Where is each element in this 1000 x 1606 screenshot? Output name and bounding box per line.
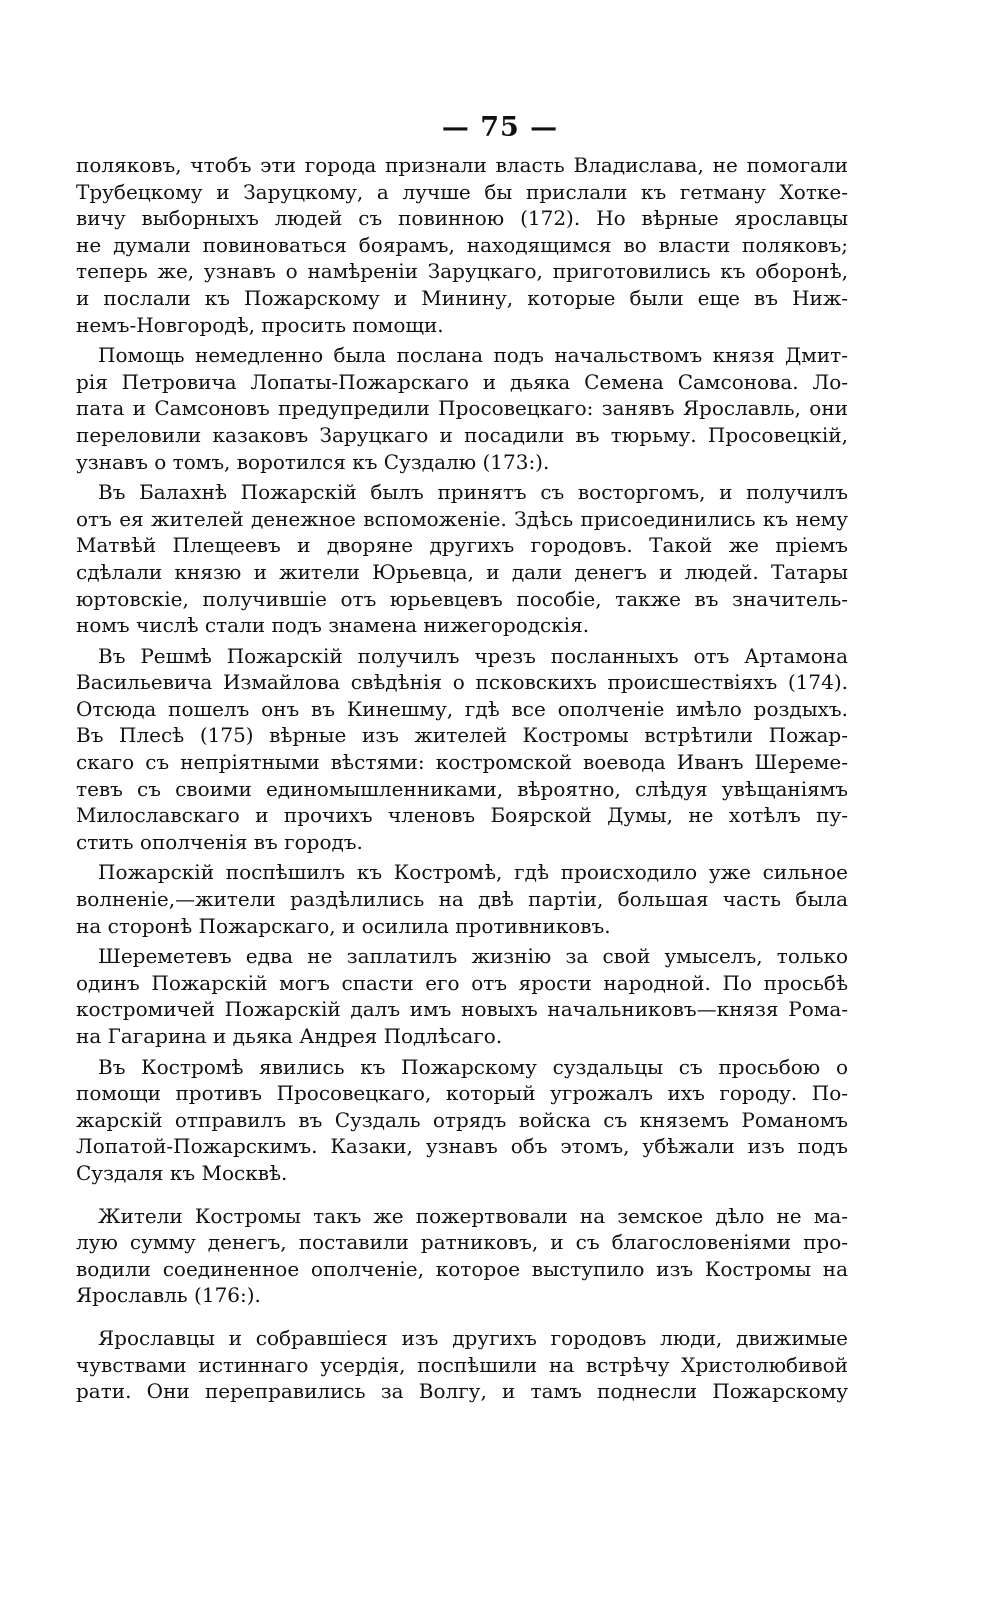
text-line: пата и Самсоновъ предупредили Просовецкаго: занявъ Ярославль, они — [76, 396, 848, 421]
text-line: переловили казаковъ Заруцкаго и посадили въ тюрьму. Просовецкій, — [76, 422, 848, 447]
text-line: вичу выборныхъ людей съ повинною (172). Но вѣрные ярославцы — [76, 206, 848, 231]
body-text — [76, 152, 848, 1405]
text-line: Помощь немедленно была послана подъ начальствомъ князя Дмит- — [98, 343, 848, 368]
text-line: одинъ Пожарскій могъ спасти его отъ ярости народной. По просьбѣ — [76, 970, 848, 995]
text-line: чувствами истиннаго усердія, поспѣшили на встрѣчу Христолюбивой — [76, 1352, 848, 1377]
text-line: теперь же, узнавъ о намѣреніи Заруцкаго, приготовились къ оборонѣ, — [76, 259, 848, 284]
text-line: Ярославль (176:). — [76, 1283, 261, 1308]
paragraph-spacer — [76, 1309, 848, 1325]
text-line: Лопатой-Пожарскимъ. Казаки, узнавъ объ этомъ, убѣжали изъ подъ — [76, 1134, 848, 1159]
paragraph — [76, 1203, 848, 1309]
text-line: Отсюда пошелъ онъ въ Кинешму, гдѣ все ополченіе имѣло роздыхъ. — [76, 696, 848, 721]
text-line: волненіе,—жители раздѣлились на двѣ партіи, большая часть была — [76, 887, 848, 912]
text-line: на сторонѣ Пожарскаго, и осилила противниковъ. — [76, 913, 611, 938]
text-line: Въ Костромѣ явились къ Пожарскому суздальцы съ просьбою о — [98, 1054, 848, 1079]
text-line: поляковъ, чтобъ эти города признали власть Владислава, не помогали — [76, 153, 848, 177]
text-line: номъ числѣ стали подъ знамена нижегородскія. — [76, 613, 590, 638]
text-line: Въ Плесѣ (175) вѣрные изъ жителей Костромы встрѣтили Пожар- — [76, 723, 848, 748]
page-number: — 75 — — [441, 112, 559, 143]
paragraph — [76, 943, 848, 1049]
text-line: помощи противъ Просовецкаго, который угрожалъ ихъ городу. По- — [76, 1081, 848, 1106]
text-line: водили соединенное ополченіе, которое выступило изъ Костромы на — [76, 1256, 848, 1281]
text-line: на Гагарина и дьяка Андрея Подлѣсаго. — [76, 1024, 503, 1048]
paragraph — [76, 859, 848, 939]
text-line: Въ Решмѣ Пожарскій получилъ чрезъ посланныхъ отъ Артамона — [98, 643, 848, 668]
paragraph-spacer — [76, 1187, 848, 1203]
text-line: тевъ съ своими единомышленниками, вѣроятно, слѣдуя увѣщаніямъ — [76, 776, 848, 801]
text-line: Пожарскій поспѣшилъ къ Костромѣ, гдѣ происходило уже сильное — [98, 860, 848, 885]
text-line: лую сумму денегъ, поставили ратниковъ, и съ благословеніями про- — [76, 1230, 848, 1255]
text-line: Жители Костромы такъ же пожертвовали на земское дѣло не ма- — [98, 1203, 848, 1228]
text-line: узнавъ о томъ, воротился къ Суздалю (173:). — [76, 449, 550, 474]
text-line: немъ-Новгородѣ, просить помощи. — [76, 312, 444, 337]
paragraph — [76, 643, 848, 856]
paragraph — [76, 152, 848, 338]
text-line: юртовскіе, получившіе отъ юрьевцевъ пособіе, также въ значитель- — [76, 586, 848, 611]
text-line: Трубецкому и Заруцкому, а лучше бы прислали къ гетману Хотке- — [76, 179, 848, 204]
text-line: не думали повиноваться боярамъ, находящимся во власти поляковъ; — [76, 232, 848, 257]
text-line: Милославскаго и прочихъ членовъ Боярской Думы, не хотѣлъ пу- — [76, 803, 848, 828]
text-line: Въ Балахнѣ Пожарскій былъ принятъ съ восторгомъ, и получилъ — [98, 480, 848, 505]
text-line: Матвѣй Плещеевъ и дворяне другихъ городовъ. Такой же пріемъ — [76, 533, 848, 558]
text-line: Суздаля къ Москвѣ. — [76, 1160, 288, 1185]
text-line: Шереметевъ едва не заплатилъ жизнію за свой умыселъ, только — [98, 944, 848, 969]
paragraph — [76, 1325, 848, 1405]
text-line: отъ ея жителей денежное вспоможеніе. Здѣсь присоединились къ нему — [76, 506, 848, 531]
paragraph — [76, 479, 848, 639]
text-line: Ярославцы и собравшіеся изъ другихъ городовъ люди, движимые — [98, 1325, 848, 1350]
text-line: рія Петровича Лопаты-Пожарскаго и дьяка Семена Самсонова. Ло- — [76, 369, 848, 394]
paragraph — [76, 342, 848, 475]
paragraph — [76, 1054, 848, 1187]
text-line: сдѣлали князю и жители Юрьевца, и дали денегъ и людей. Татары — [76, 559, 848, 584]
text-line: и послали къ Пожарскому и Минину, которые были еще въ Ниж- — [76, 285, 848, 310]
text-line: Васильевича Измайлова свѣдѣнія о псковскихъ происшествіяхъ (174). — [76, 670, 848, 695]
text-line: скаго съ непріятными вѣстями: костромской воевода Иванъ Шереме- — [76, 750, 848, 775]
text-line: костромичей Пожарскій далъ имъ новыхъ начальниковъ—князя Рома- — [76, 997, 848, 1022]
text-line: рати. Они переправились за Волгу, и тамъ поднесли Пожарскому — [76, 1379, 848, 1404]
text-line: жарскій отправилъ въ Суздаль отрядъ войска съ княземъ Романомъ — [76, 1107, 848, 1132]
text-line: стить ополченія въ городъ. — [76, 829, 363, 854]
